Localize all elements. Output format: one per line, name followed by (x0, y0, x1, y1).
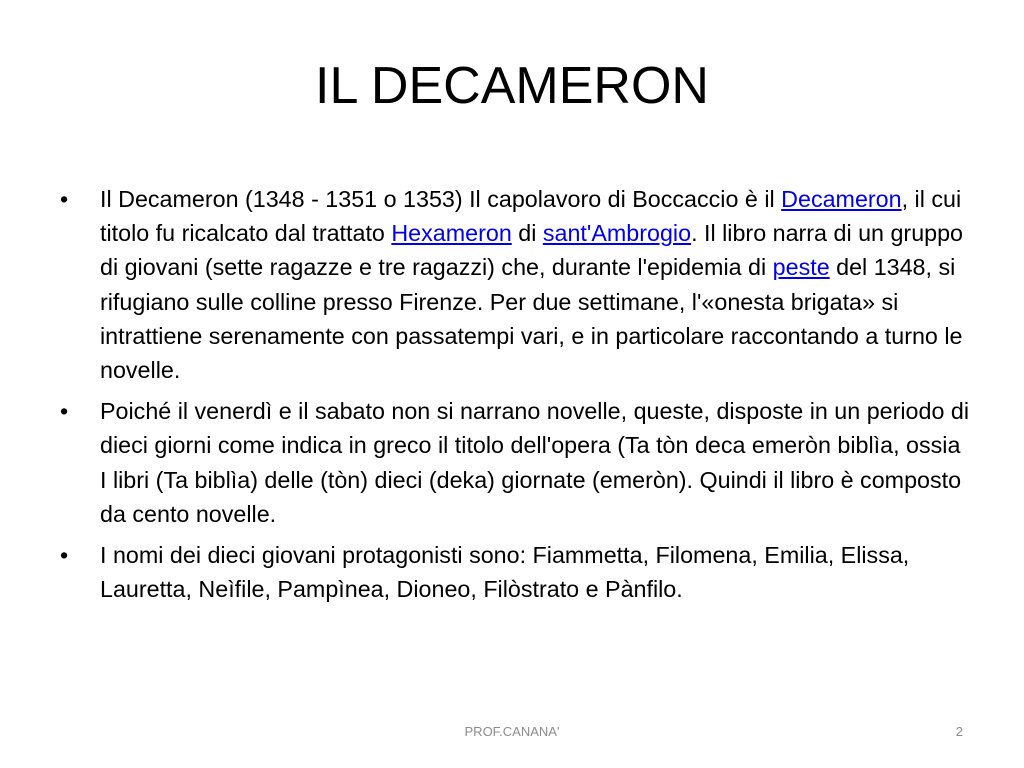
bullet-text (100, 542, 909, 602)
link-sant-ambrogio[interactable]: sant'Ambrogio (542, 220, 692, 247)
bullet-text (100, 398, 969, 527)
link-hexameron[interactable]: Hexameron (391, 220, 512, 247)
bullet-icon: • (60, 186, 69, 212)
bullet-icon: • (60, 398, 69, 425)
text-segment: I nomi dei dieci giovani protagonisti sono: Fiammetta, Filomena, Emilia, Elissa, Lauretta, Neìfile, Pampìnea, Dioneo, Filòstrato e Pànfilo. (100, 542, 910, 603)
text-segment: di (511, 220, 543, 247)
bullet-text (100, 186, 963, 383)
text-segment: , il cui titolo fu ricalcato dal trattato (100, 186, 962, 247)
slide-title: IL DECAMERON (315, 57, 709, 115)
footer-page-number: 2 (955, 724, 963, 739)
text-segment: del 1348, si rifugiano sulle colline presso Firenze. Per due settimane, l'«onesta brigata» si intrattiene serenamente con passatempi vari, e in particolare raccontando a turno le novelle. (100, 254, 963, 384)
bullet-list (60, 182, 972, 613)
link-decameron[interactable]: Decameron (781, 186, 902, 212)
bullet-item (60, 394, 972, 531)
bullet-item (60, 538, 972, 606)
bullet-item (60, 182, 972, 387)
link-peste[interactable]: peste (772, 254, 830, 281)
text-segment: . Il libro narra di un gruppo di giovani (sette ragazze e tre ragazzi) che, durante l'epidemia di (100, 220, 964, 281)
text-segment: Poiché il venerdì e il sabato non si narrano novelle, queste, disposte in un periodo di dieci giorni come indica in greco il titolo dell'opera (Ta tòn deca emeròn biblìa, ossia I libri (Ta biblìa) delle (tòn) dieci (deka) giornate (emeròn). Quindi il libro è composto da cento novelle. (100, 398, 970, 527)
text-segment: Il Decameron (1348 - 1351 o 1353) Il capolavoro di Boccaccio è il (100, 186, 782, 212)
footer-author: PROF.CANANA' (464, 724, 560, 739)
bullet-icon: • (60, 542, 69, 569)
